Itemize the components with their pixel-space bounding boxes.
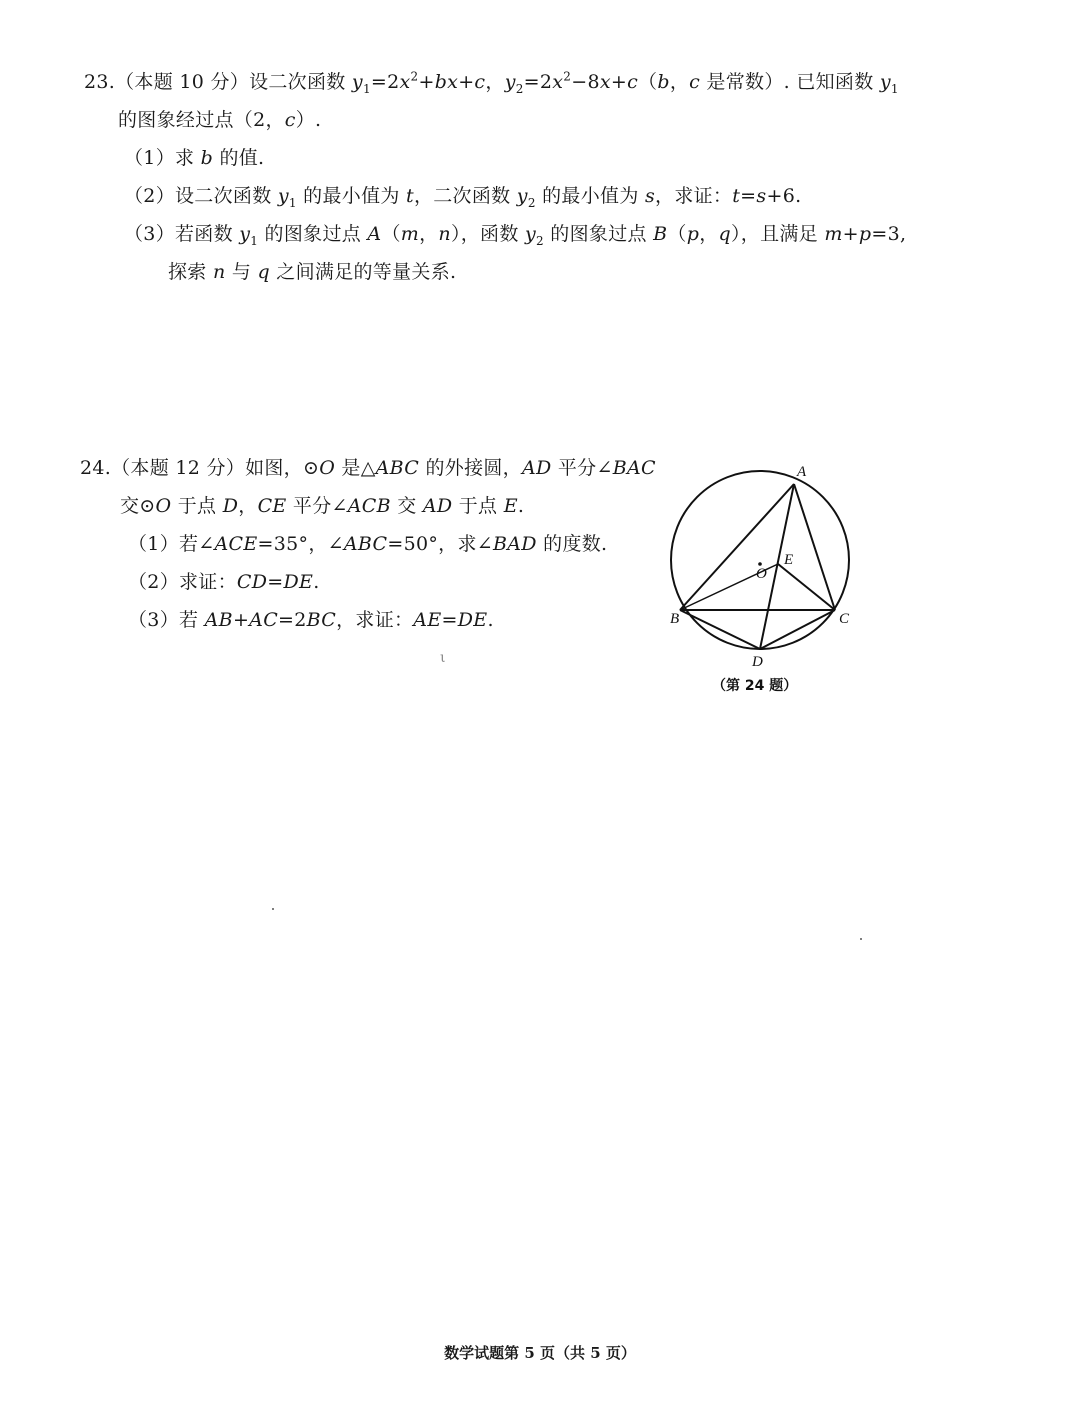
q24-part2: （2）求证：CD=DE. — [128, 571, 320, 593]
q24-part1: （1）若∠ACE=35°，∠ABC=50°，求∠BAD 的度数. — [128, 533, 608, 555]
q24-line2: 交⊙O 于点 D，CE 平分∠ACB 交 AD 于点 E. — [120, 495, 525, 517]
circumcircle — [671, 471, 849, 649]
q23-part1: （1）求 b 的值. — [124, 147, 265, 169]
q23-number: 23. — [84, 71, 116, 93]
segment-AB — [680, 484, 794, 610]
segment-CD — [760, 610, 835, 649]
q23-part3-line2: 探索 n 与 q 之间满足的等量关系. — [168, 261, 457, 283]
q24-figure — [660, 460, 860, 700]
segment-BD — [680, 610, 760, 649]
scan-speck — [860, 938, 862, 940]
label-B: B — [670, 611, 680, 627]
label-O: O — [756, 566, 767, 582]
q23-part3: （3）若函数 $y_1$ 的图象过点 A（m，n），函数 $y_2$ 的图象过点 B（p，q），且满足 m+p=3, — [124, 223, 907, 248]
q23-line1: 23.（本题 10 分）设二次函数 $y_1=2x^2+bx+c$，$y_2=2x^2-8x+c(b$，c 是常数）. 已知函数 $y_1$ — [84, 69, 899, 96]
q24-number: 24. — [80, 457, 112, 479]
segment-CE — [778, 564, 835, 610]
q23-part2: （2）设二次函数 $y_1$ 的最小值为 t，二次函数 $y_2$ 的最小值为 s，求证：t=s+6. — [124, 185, 802, 210]
label-C: C — [839, 611, 850, 627]
q23-line2: 的图象经过点（2，c）. — [118, 109, 322, 131]
label-A: A — [797, 464, 807, 480]
stray-mark: ι — [440, 650, 446, 666]
q24-part3: （3）若 AB+AC=2BC，求证：AE=DE. — [128, 609, 494, 631]
figure-caption: （第 24 题） — [712, 678, 798, 694]
q24-line1: 24.（本题 12 分）如图，⊙O 是△ABC 的外接圆，AD 平分∠BAC — [80, 457, 656, 479]
page-footer: 数学试题第 5 页（共 5 页） — [444, 1344, 636, 1362]
scan-speck — [272, 908, 274, 910]
label-E: E — [784, 552, 794, 568]
label-D: D — [752, 654, 763, 670]
